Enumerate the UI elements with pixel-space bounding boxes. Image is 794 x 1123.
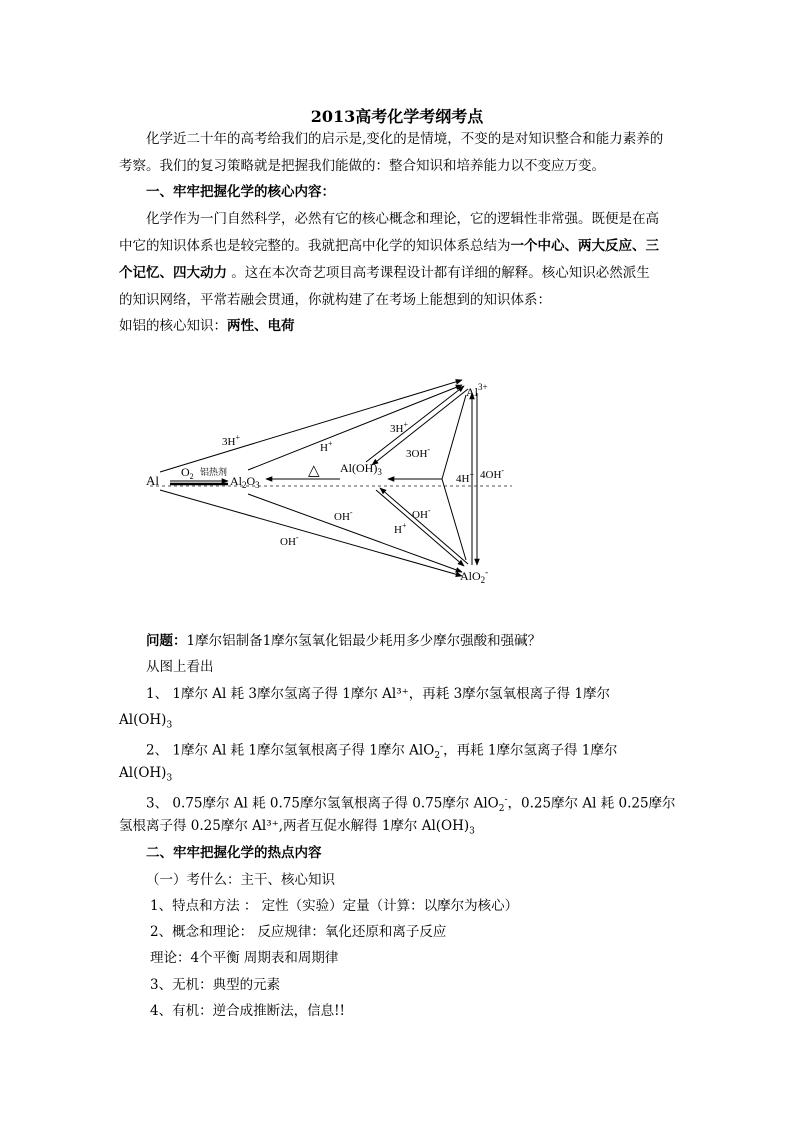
node-al: Al [146,473,159,488]
section2-item-0: （一）考什么：主干、核心知识 [146,872,335,888]
answer-3-line-1: 3、 0.75摩尔 Al 耗 0.75摩尔氢氧根离子得 0.75摩尔 AlO$_2$-，0.25摩尔 Al 耗 0.25摩尔 [146,795,676,815]
page-title: 2013高考化学考纲考点 [310,107,484,126]
para-text: 中它的知识体系也是较完整的。我就把高中化学的知识体系总结为 [119,238,511,254]
label-oh-a: OH- [334,508,353,523]
section1-para-line-1: 化学作为一门自然科学，必然有它的核心概念和理论，它的逻辑性非常强。既便是在高 [146,211,659,227]
intro-line-2: 考察。我们的复习策略就是把握我们能做的：整合知识和培养能力以不变应万变。 [119,158,605,174]
section1-para-line-4: 的知识网络，平常若融会贯通，你就构建了在考场上能想到的知识体系： [119,292,551,308]
answer-1-line-1: 1、 1摩尔 Al 耗 3摩尔氢离子得 1摩尔 Al³⁺，再耗 3摩尔氢氧根离子得 1摩尔 [146,686,611,702]
question-label: 问题： [146,633,187,649]
arrow-al-to-alo2 [160,490,462,576]
label-4h: 4H+ [456,470,474,485]
from-figure-line: 从图上看出 [146,659,214,675]
answer-3-line-2: 氢根离子得 0.25摩尔 Al³⁺,两者互促水解得 1摩尔 $Al(OH)_3$ [119,818,475,837]
label-3h-mid: 3H+ [390,420,408,435]
branch-line-lower [442,479,466,560]
node-al2o3: $Al_2O_3$ [230,474,260,490]
node-al3: $Al^{3+}$ [466,382,488,399]
node-alo2: AlO$_2$- [460,567,489,585]
example-bold: 两性、电荷 [227,318,295,334]
label-3oh: 3OH- [406,445,431,460]
label-3h: 3H+ [222,433,240,448]
label-oh-c: OH- [280,533,299,548]
para-bold-text: 个记忆、四大动力 [119,265,227,281]
para-bold-text: 一个中心、两大反应、三 [510,238,659,254]
answer-2-line-1: 2、 1摩尔 Al 耗 1摩尔氢氧根离子得 1摩尔 AlO$_2$-，再耗 1摩尔氢离子得 1摩尔 [146,742,618,762]
branch-line-upper [442,395,466,479]
example-prefix: 如铝的核心知识： [119,318,227,334]
para-text: 。这在本次奇艺项目高考课程设计都有详细的解释。核心知识必然派生 [227,265,650,281]
section1-heading: 一、牢牢把握化学的核心内容： [146,184,335,200]
label-h-upper: H+ [320,439,333,454]
section2-item-3: 3、无机：典型的元素 [150,977,281,993]
section2-item-2: 2、概念和理论： 反应规律：氧化还原和离子反应 [150,924,447,940]
label-thermite: 铝热剂 [200,467,228,477]
section2-item-4: 4、有机：逆合成推断法，信息!! [150,1003,345,1019]
answer-1-line-2: $Al(OH)_3$ [119,712,173,731]
label-h-lower: H+ [394,521,407,536]
arrow-aloh3-to-alo2 [376,490,464,566]
intro-line-1: 化学近二十年的高考给我们的启示是,变化的是情境，不变的是对知识整合和能力素养的 [146,131,664,147]
question-text: 1摩尔铝制备1摩尔氢氧化铝最少耗用多少摩尔强酸和强碱？ [186,633,542,649]
section2-item-1: 1、特点和方法 ： 定性（实验）定量（计算：以摩尔为核心） [150,898,519,914]
arrow-al2o3-to-al3 [248,385,462,470]
section2-item-2b: 理论：4个平衡 周期表和周期律 [150,950,339,966]
label-o2: $O_2$ [181,465,194,481]
label-delta: △ [308,463,320,479]
answer-2-line-2: $Al(OH)_3$ [119,765,173,784]
question-line [146,631,541,651]
label-oh-b: OH- [412,506,431,521]
section2-heading: 二、牢牢把握化学的热点内容 [146,845,322,861]
node-aloh3: $Al(OH)_3$ [340,461,382,477]
label-4oh: 4OH- [480,466,505,481]
